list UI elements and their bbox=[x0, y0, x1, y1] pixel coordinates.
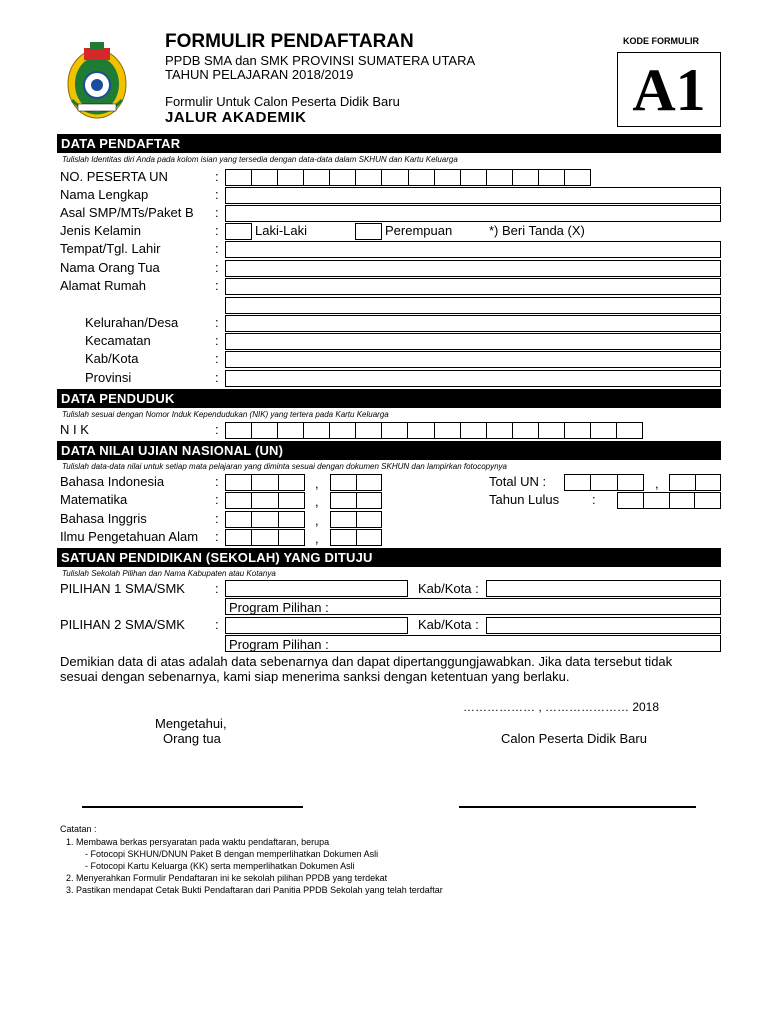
colon: : bbox=[215, 529, 219, 544]
section-sekolah-tujuan: SATUAN PENDIDIKAN (SEKOLAH) YANG DITUJU bbox=[57, 548, 721, 567]
nilai-bi-int[interactable] bbox=[225, 474, 305, 491]
colon: : bbox=[215, 315, 219, 330]
nilai-mtk-dec[interactable] bbox=[330, 492, 382, 509]
colon: : bbox=[215, 223, 219, 238]
nama-orang-tua-field[interactable] bbox=[225, 260, 721, 277]
catatan-item-2: 2. Menyerahkan Formulir Pendaftaran ini ke sekolah pilihan PPDB yang terdekat bbox=[66, 873, 388, 883]
label-kab-kota-2: Kab/Kota : bbox=[418, 617, 479, 632]
colon: : bbox=[215, 333, 219, 348]
statement-line-2: sesuai dengan sebenarnya, kami siap menerima sanksi dengan ketentuan yang berlaku. bbox=[60, 669, 570, 684]
section-data-pendaftar: DATA PENDAFTAR bbox=[57, 134, 721, 153]
label-ttl: Tempat/Tgl. Lahir bbox=[60, 241, 161, 256]
label-matematika: Matematika bbox=[60, 492, 128, 507]
catatan-title: Catatan : bbox=[60, 824, 97, 834]
pilihan-2-field[interactable] bbox=[225, 617, 408, 634]
colon: : bbox=[215, 241, 219, 256]
program-pilihan-2-field[interactable] bbox=[225, 635, 721, 652]
label-kabkota: Kab/Kota bbox=[85, 351, 139, 366]
program-pilihan-1-field[interactable] bbox=[225, 598, 721, 615]
label-provinsi: Provinsi bbox=[85, 370, 132, 385]
nilai-ipa-int[interactable] bbox=[225, 529, 305, 546]
comma: , bbox=[315, 476, 319, 491]
colon: : bbox=[215, 581, 219, 596]
kelurahan-field[interactable] bbox=[225, 315, 721, 332]
label-asal-sekolah: Asal SMP/MTs/Paket B bbox=[60, 205, 194, 220]
kabkota-field[interactable] bbox=[225, 351, 721, 368]
statement-line-1: Demikian data di atas adalah data sebenarnya dan dapat dipertanggungjawabkan. Jika data tersebut tidak bbox=[60, 654, 673, 669]
kab-kota-1-field[interactable] bbox=[486, 580, 721, 597]
catatan-item-1b: - Fotocopi Kartu Keluarga (KK) serta memperlihatkan Dokumen Asli bbox=[85, 861, 355, 871]
kab-kota-2-field[interactable] bbox=[486, 617, 721, 634]
total-un-int[interactable] bbox=[564, 474, 644, 491]
kecamatan-field[interactable] bbox=[225, 333, 721, 350]
beri-tanda-note: *) Beri Tanda (X) bbox=[489, 223, 585, 238]
label-jenis-kelamin: Jenis Kelamin bbox=[60, 223, 141, 238]
label-pilihan-1: PILIHAN 1 SMA/SMK bbox=[60, 581, 185, 596]
kode-box bbox=[617, 52, 721, 127]
label-alamat: Alamat Rumah bbox=[60, 278, 146, 293]
asal-sekolah-field[interactable] bbox=[225, 205, 721, 222]
kode-label: KODE FORMULIR bbox=[623, 36, 699, 46]
total-un-dec[interactable] bbox=[669, 474, 721, 491]
jalur-title: JALUR AKADEMIK bbox=[165, 109, 307, 126]
kode-value: A1 bbox=[632, 56, 706, 123]
catatan-item-1: 1. Membawa berkas persyaratan pada waktu pendaftaran, berupa bbox=[66, 837, 330, 847]
colon: : bbox=[215, 474, 219, 489]
colon: : bbox=[215, 617, 219, 632]
note-pendaftar: Tulislah Identitas diri Anda pada kolom isian yang tersedia dengan data-data dalam SKHUN dan Kartu Keluarga bbox=[62, 155, 458, 164]
mengetahui-label: Mengetahui, bbox=[155, 716, 227, 731]
label-bahasa-indonesia: Bahasa Indonesia bbox=[60, 474, 165, 489]
label-nama-orang-tua: Nama Orang Tua bbox=[60, 260, 160, 275]
colon: : bbox=[215, 278, 219, 293]
colon: : bbox=[215, 187, 219, 202]
colon: : bbox=[215, 422, 219, 437]
colon: : bbox=[592, 492, 596, 507]
colon: : bbox=[215, 169, 219, 184]
section-nilai-un: DATA NILAI UJIAN NASIONAL (UN) bbox=[57, 441, 721, 460]
note-nilai-un: Tulislah data-data nilai untuk setiap mata pelajaran yang diminta sesuai dengan dokumen SKHUN dan lampirkan fotocopynya bbox=[62, 462, 508, 471]
label-total-un: Total UN : bbox=[489, 474, 547, 489]
label-kab-kota-1: Kab/Kota : bbox=[418, 581, 479, 596]
laki-laki-label: Laki-Laki bbox=[255, 223, 308, 238]
perempuan-checkbox[interactable] bbox=[355, 223, 382, 240]
calon-label: Calon Peserta Didik Baru bbox=[501, 731, 647, 746]
pilihan-1-field[interactable] bbox=[225, 580, 408, 597]
comma: , bbox=[315, 513, 319, 528]
nama-lengkap-field[interactable] bbox=[225, 187, 721, 204]
nilai-mtk-int[interactable] bbox=[225, 492, 305, 509]
comma: , bbox=[655, 476, 659, 491]
nilai-bi-dec[interactable] bbox=[330, 474, 382, 491]
label-nik: N I K bbox=[60, 422, 89, 437]
perempuan-label: Perempuan bbox=[385, 223, 453, 238]
label-nama-lengkap: Nama Lengkap bbox=[60, 187, 149, 202]
label-ipa: Ilmu Pengetahuan Alam bbox=[60, 529, 199, 544]
colon: : bbox=[215, 260, 219, 275]
colon: : bbox=[215, 492, 219, 507]
header-line-2: TAHUN PELAJARAN 2018/2019 bbox=[165, 67, 354, 82]
nilai-ipa-dec[interactable] bbox=[330, 529, 382, 546]
nilai-bing-dec[interactable] bbox=[330, 511, 382, 528]
alamat-field-2[interactable] bbox=[225, 297, 721, 314]
logo bbox=[66, 38, 128, 120]
header-line-1: PPDB SMA dan SMK PROVINSI SUMATERA UTARA bbox=[165, 53, 476, 68]
alamat-field-1[interactable] bbox=[225, 278, 721, 295]
no-peserta-boxes[interactable] bbox=[225, 169, 591, 186]
signature-line-calon[interactable] bbox=[459, 806, 696, 808]
label-pilihan-2: PILIHAN 2 SMA/SMK bbox=[60, 617, 185, 632]
colon: : bbox=[215, 370, 219, 385]
colon: : bbox=[215, 205, 219, 220]
date-line: ……………… , ………………… 2018 bbox=[463, 700, 660, 714]
catatan-item-3: 3. Pastikan mendapat Cetak Bukti Pendaftaran dari Panitia PPDB Sekolah yang telah terdaftar bbox=[66, 885, 443, 895]
comma: , bbox=[315, 494, 319, 509]
provinsi-field[interactable] bbox=[225, 370, 721, 387]
program-pilihan-1-label: Program Pilihan : bbox=[229, 600, 329, 615]
ttl-field[interactable] bbox=[225, 241, 721, 258]
catatan-item-1a: - Fotocopi SKHUN/DNUN Paket B dengan memperlihatkan Dokumen Asli bbox=[85, 849, 379, 859]
section-data-penduduk: DATA PENDUDUK bbox=[57, 389, 721, 408]
colon: : bbox=[215, 351, 219, 366]
header-line-3: Formulir Untuk Calon Peserta Didik Baru bbox=[165, 94, 400, 109]
tahun-lulus-boxes[interactable] bbox=[617, 492, 721, 509]
laki-laki-checkbox[interactable] bbox=[225, 223, 252, 240]
comma: , bbox=[315, 531, 319, 546]
label-tahun-lulus: Tahun Lulus bbox=[489, 492, 560, 507]
signature-line-orang-tua[interactable] bbox=[82, 806, 303, 808]
note-sekolah: Tulislah Sekolah Pilihan dan Nama Kabupaten atau Kotanya bbox=[62, 569, 276, 578]
nilai-bing-int[interactable] bbox=[225, 511, 305, 528]
nik-boxes[interactable] bbox=[225, 422, 643, 439]
label-kecamatan: Kecamatan bbox=[85, 333, 151, 348]
form-title: FORMULIR PENDAFTARAN bbox=[165, 31, 414, 52]
label-kelurahan: Kelurahan/Desa bbox=[85, 315, 179, 330]
program-pilihan-2-label: Program Pilihan : bbox=[229, 637, 329, 652]
orang-tua-label: Orang tua bbox=[163, 731, 221, 746]
label-bahasa-inggris: Bahasa Inggris bbox=[60, 511, 147, 526]
label-no-peserta: NO. PESERTA UN bbox=[60, 169, 168, 184]
colon: : bbox=[215, 511, 219, 526]
note-penduduk: Tulislah sesuai dengan Nomor Induk Kependudukan (NIK) yang tertera pada Kartu Keluarga bbox=[62, 410, 389, 419]
